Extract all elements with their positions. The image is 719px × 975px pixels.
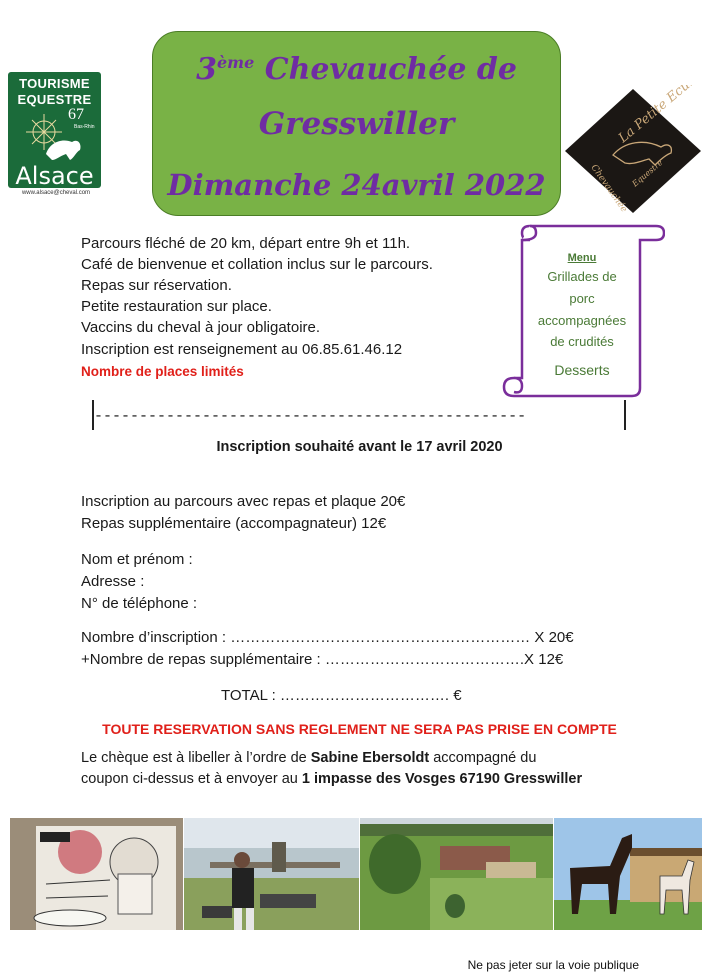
ecurie-name: La Petite Ecurie: [615, 85, 705, 147]
total-line: TOTAL : ……………………………. €: [221, 687, 462, 704]
price-line-2: Repas supplémentaire (accompagnateur) 12€: [81, 515, 387, 532]
info-line-4: Petite restauration sur place.: [81, 298, 272, 315]
menu-item-3: accompagnées: [537, 313, 627, 328]
info-line-6: Inscription est renseignement au 06.85.61.46.12: [81, 341, 403, 358]
logo-region: Alsace: [15, 162, 94, 190]
ecurie-logo-graphic: [561, 85, 705, 215]
tourisme-equestre-logo: [8, 72, 102, 197]
logo-url: www.alsace@cheval.com: [21, 190, 91, 196]
photo-horses: [554, 818, 702, 930]
info-line-1: Parcours fléché de 20 km, départ entre 9h et 11h.: [81, 235, 411, 252]
field-name: Nom et prénom :: [81, 551, 193, 568]
cut-line: ------------------------------------------------: [94, 408, 527, 425]
info-line-3: Repas sur réservation.: [81, 277, 232, 294]
count-inscription: Nombre d’inscription : …………………………………………………… X 20€: [81, 629, 574, 646]
field-phone: N° de téléphone :: [81, 595, 198, 612]
menu-item-1: Grillades de: [547, 269, 617, 284]
logo-dept-sub: Bas-Rhin: [74, 124, 95, 130]
menu-scroll: [500, 222, 665, 400]
logo-line2: EQUESTRE: [17, 92, 92, 107]
logo-background: [8, 72, 101, 188]
menu-item-4: de crudités: [550, 334, 614, 349]
field-address: Adresse :: [81, 573, 145, 590]
count-extra-meals: +Nombre de repas supplémentaire : ………………………………….X 12€: [81, 651, 564, 668]
ecurie-sub1: Chevauchée: [588, 162, 629, 215]
menu-dessert: Desserts: [554, 362, 610, 378]
menu-item-2: porc: [569, 291, 595, 306]
title-line1: 3ème Chevauchée de: [196, 52, 517, 87]
photo-strip-graphic: [10, 818, 702, 930]
photo-drawing: [10, 818, 183, 930]
event-title-box: [152, 31, 561, 216]
cut-line-right-bar: [624, 400, 626, 430]
warning-text: TOUTE RESERVATION SANS REGLEMENT NE SERA PAS PRISE EN COMPTE: [102, 721, 617, 737]
deadline-text: Inscription souhaité avant le 17 avril 2020: [216, 439, 503, 455]
cheque-line-1: Le chèque est à libeller à l’ordre de Sabine Ebersoldt accompagné du: [81, 750, 537, 766]
petite-ecurie-logo: [561, 85, 705, 215]
title-line3: Dimanche 24avril 2022: [167, 168, 546, 202]
title-line2: Gresswiller: [258, 106, 455, 142]
logo-dept: 67: [68, 106, 84, 123]
footer-note: Ne pas jeter sur la voie publique: [467, 958, 639, 972]
info-line-5: Vaccins du cheval à jour obligatoire.: [81, 319, 321, 336]
info-line-2: Café de bienvenue et collation inclus sur le parcours.: [81, 256, 433, 273]
photo-aerial: [360, 818, 553, 930]
ecurie-sub2: Equestre: [630, 158, 665, 189]
menu-heading: Menu: [567, 252, 597, 264]
logo-line1: TOURISME: [19, 76, 90, 91]
photo-barbecue: [184, 818, 359, 930]
cheque-line-2: coupon ci-dessus et à envoyer au 1 impasse des Vosges 67190 Gresswiller: [81, 771, 583, 787]
photo-strip: [10, 818, 702, 930]
compass-horse-icon: [16, 108, 96, 164]
price-line-1: Inscription au parcours avec repas et plaque 20€: [81, 493, 406, 510]
limited-places: Nombre de places limités: [81, 364, 244, 379]
